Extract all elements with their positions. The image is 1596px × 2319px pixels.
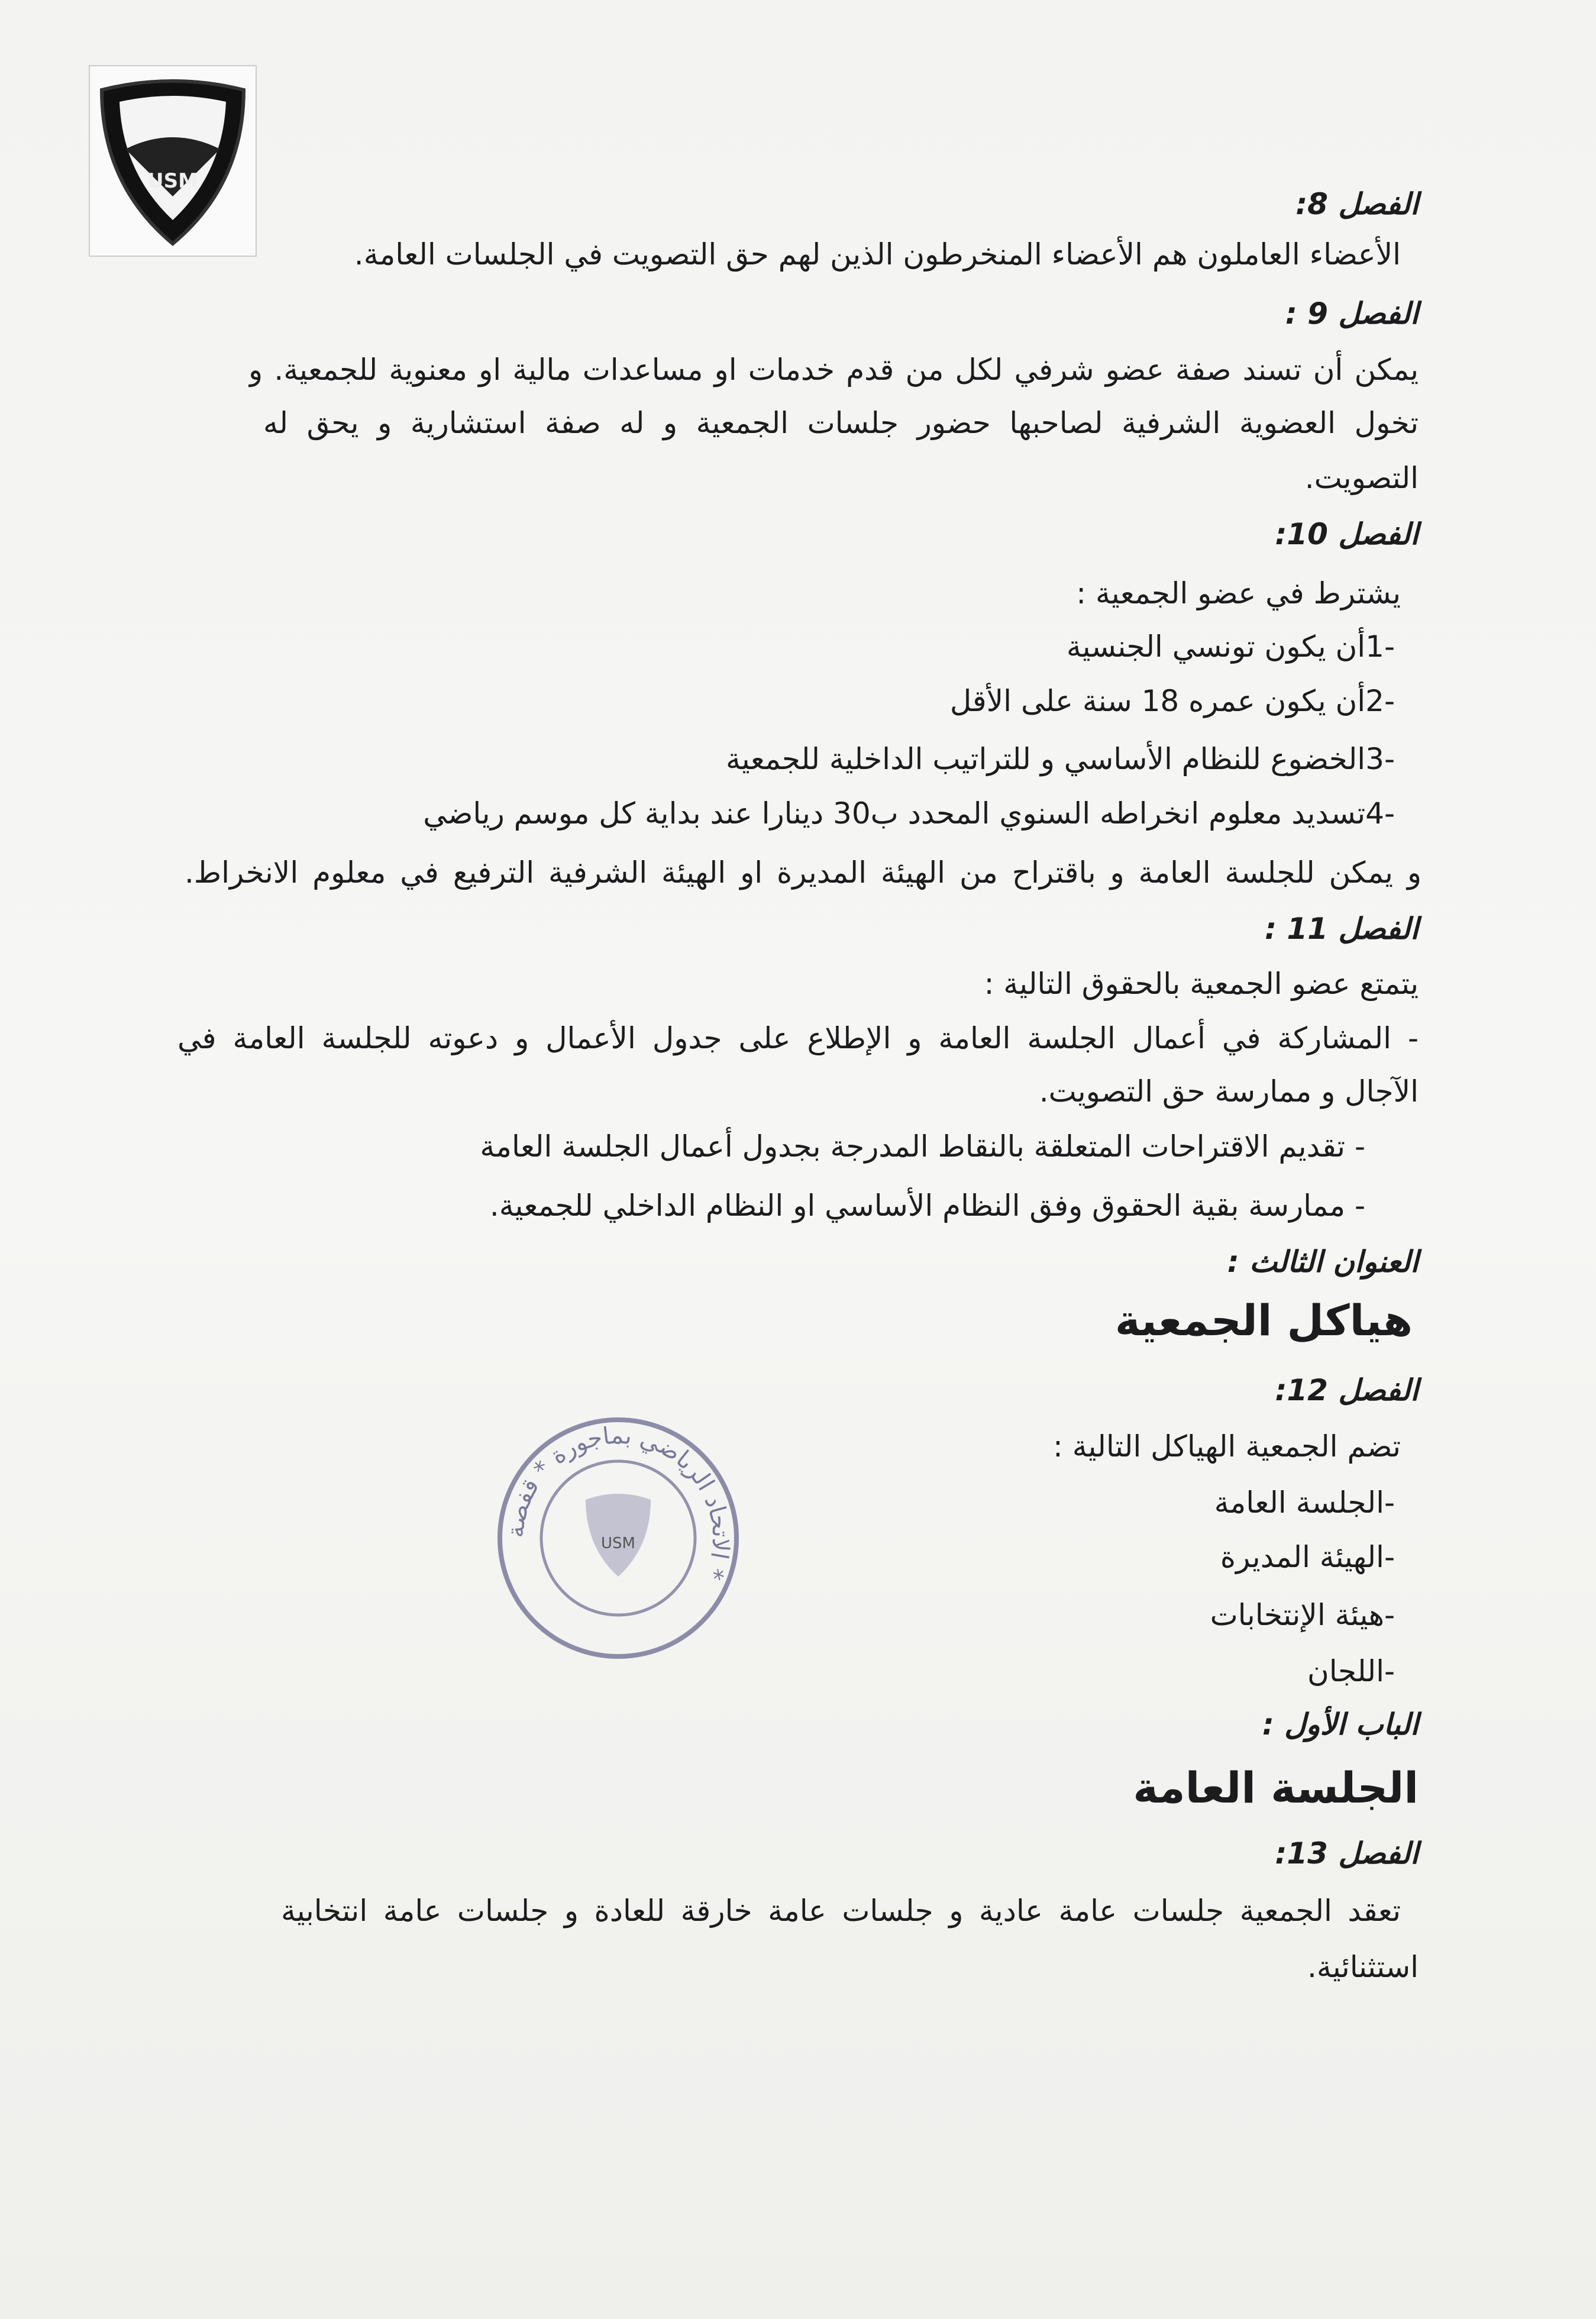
chapter-12-title: الفصل 12: <box>1275 1373 1419 1407</box>
chapter-10-title: الفصل 10: <box>1275 517 1419 551</box>
chapter-12-item: -اللجان <box>1307 1654 1395 1688</box>
chapter-9-line: تخول العضوية الشرفية لصاحبها حضور جلسات الجمعية و له صفة استشارية و يحق له <box>263 406 1419 440</box>
chapter-11-title: الفصل 11 : <box>1264 912 1419 946</box>
chapter-11-bullet: - ممارسة بقية الحقوق وفق النظام الأساسي او النظام الداخلي للجمعية. <box>489 1188 1365 1223</box>
svg-text:USM: USM <box>601 1535 635 1552</box>
title-3-label: العنوان الثالث : <box>1227 1245 1419 1279</box>
chapter-10-item: -1أن يكون تونسي الجنسية <box>1066 629 1395 664</box>
chapter-10-note: و يمكن للجلسة العامة و باقتراح من الهيئة المديرة او الهيئة الشرفية الترفيع في معلوم الانخراط. <box>185 855 1421 890</box>
chapter-11-bullet: - تقديم الاقتراحات المتعلقة بالنقاط المدرجة بجدول أعمال الجلسة العامة <box>480 1129 1365 1164</box>
chapter-11-intro: يتمتع عضو الجمعية بالحقوق التالية : <box>984 967 1419 1001</box>
chapter-13-title: الفصل 13: <box>1275 1836 1419 1871</box>
club-logo <box>89 65 257 257</box>
part-1-label: الباب الأول : <box>1262 1707 1419 1742</box>
chapter-9-title: الفصل 9 : <box>1285 296 1419 331</box>
shield-logo-icon <box>90 66 256 256</box>
stamp-text: الاتحاد الرياضي بماجورة * قفصة * <box>502 1422 735 1584</box>
chapter-10-intro: يشترط في عضو الجمعية : <box>1076 576 1401 611</box>
svg-text:USM: USM <box>147 169 198 193</box>
chapter-11-line: الآجال و ممارسة حق التصويت. <box>1039 1074 1419 1109</box>
chapter-12-intro: تضم الجمعية الهياكل التالية : <box>1052 1429 1401 1464</box>
stamp-seal-icon <box>491 1411 745 1665</box>
official-stamp <box>491 1411 745 1665</box>
chapter-13-line: استثنائية. <box>1307 1950 1419 1984</box>
chapter-12-item: -هيئة الإنتخابات <box>1210 1598 1395 1632</box>
chapter-9-line: التصويت. <box>1304 461 1419 495</box>
chapter-10-item: -2أن يكون عمره 18 سنة على الأقل <box>949 684 1395 718</box>
title-3-heading: هياكل الجمعية <box>1114 1296 1413 1345</box>
part-1-heading: الجلسة العامة <box>1133 1763 1419 1813</box>
chapter-13-line: تعقد الجمعية جلسات عامة عادية و جلسات عامة خارقة للعادة و جلسات عامة انتخابية <box>281 1894 1401 1928</box>
chapter-10-item: -4تسديد معلوم انخراطه السنوي المحدد ب30 دينارا عند بداية كل موسم رياضي <box>423 796 1395 831</box>
chapter-8-title: الفصل 8: <box>1295 187 1419 221</box>
chapter-9-line: يمكن أن تسند صفة عضو شرفي لكل من قدم خدمات او مساعدات مالية او معنوية للجمعية. و <box>248 353 1419 387</box>
chapter-10-item: -3الخضوع للنظام الأساسي و للتراتيب الداخلية للجمعية <box>725 742 1395 776</box>
chapter-12-item: -الهيئة المديرة <box>1220 1540 1395 1574</box>
chapter-11-line: - المشاركة في أعمال الجلسة العامة و الإطلاع على جدول الأعمال و دعوته للجلسة العامة في <box>177 1021 1419 1055</box>
chapter-8-text: الأعضاء العاملون هم الأعضاء المنخرطون الذين لهم حق التصويت في الجلسات العامة. <box>354 237 1401 272</box>
chapter-12-item: -الجلسة العامة <box>1214 1485 1395 1520</box>
